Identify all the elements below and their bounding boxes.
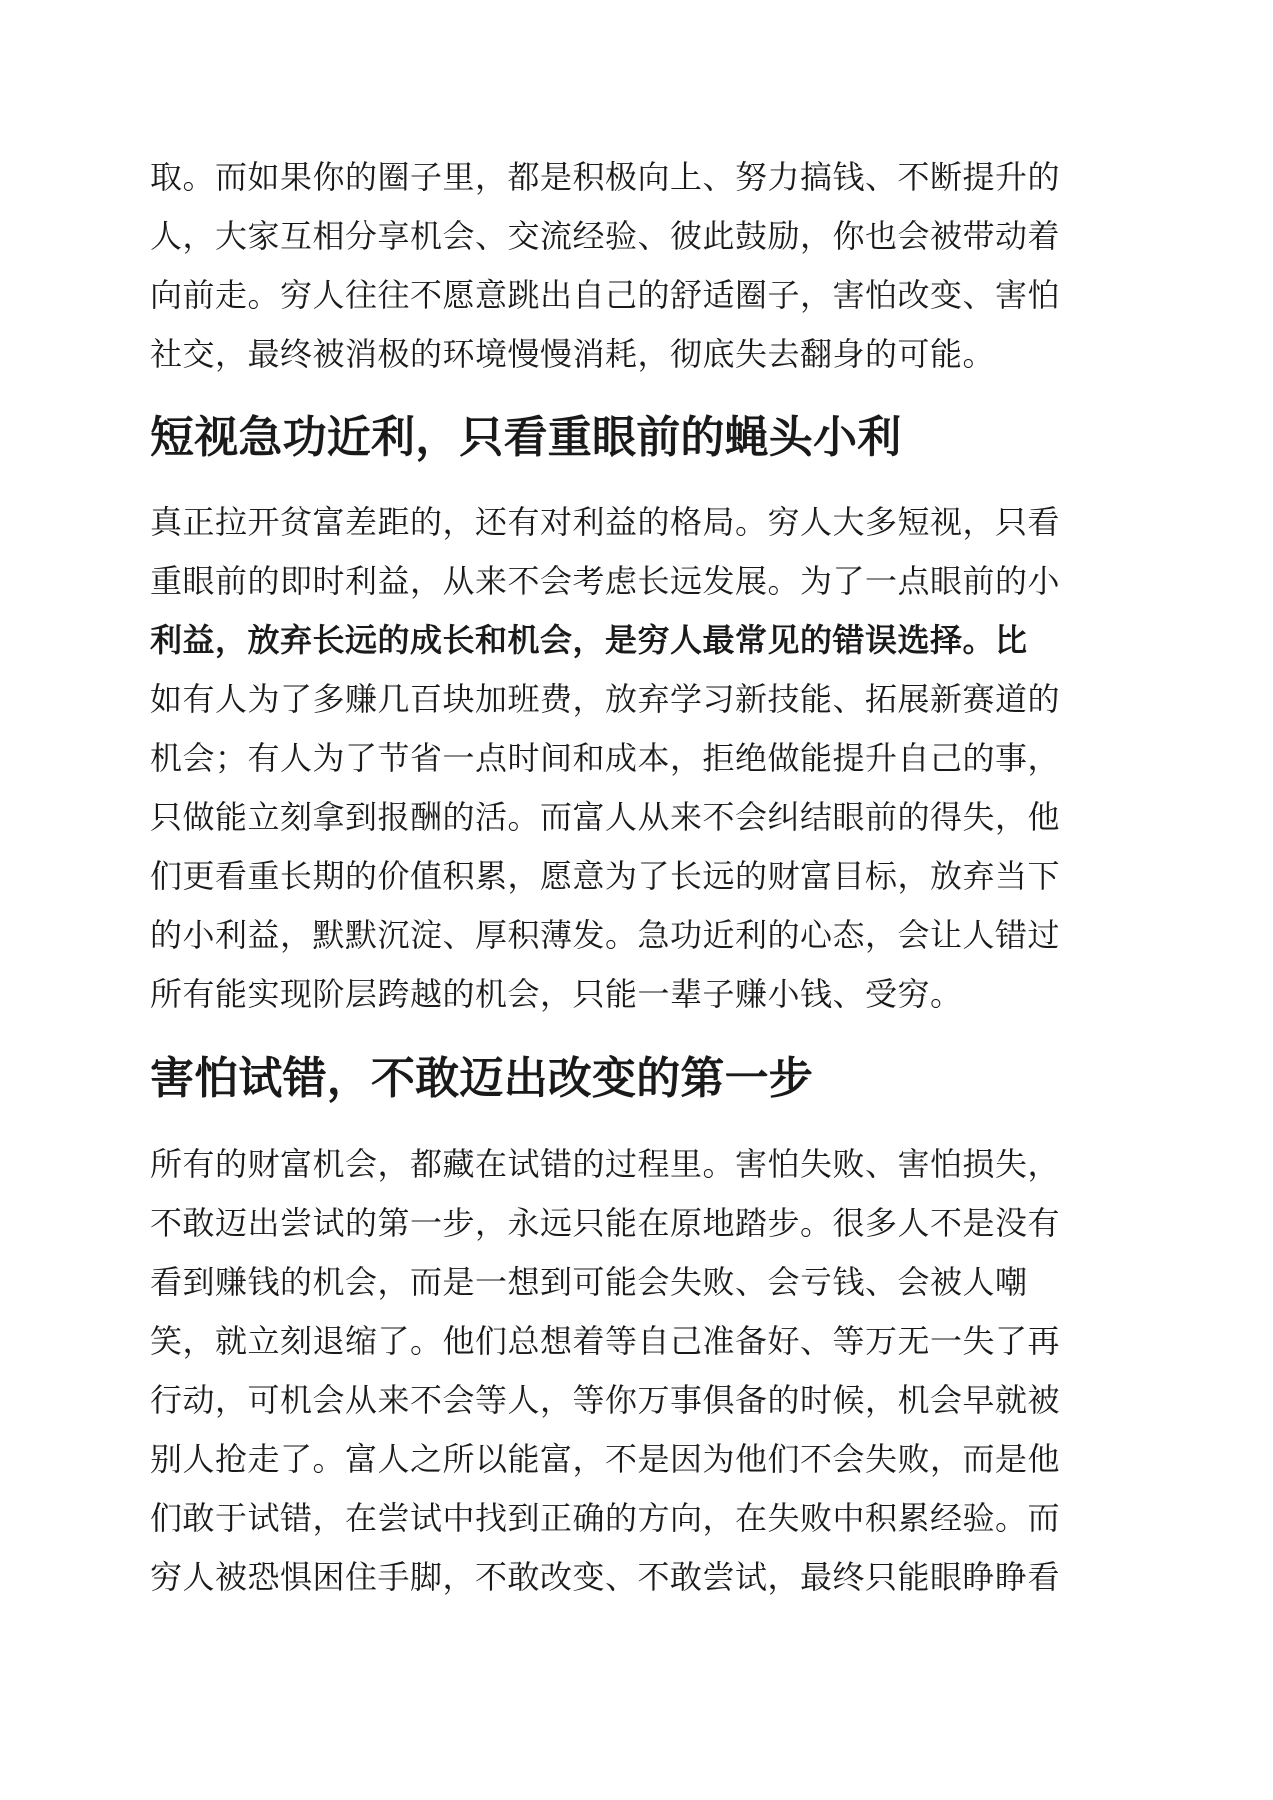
text-line: 的小利益，默默沉淀、厚积薄发。急功近利的心态，会让人错过 — [150, 916, 1061, 954]
text-line: 如有人为了多赚几百块加班费，放弃学习新技能、拓展新赛道的 — [150, 680, 1061, 718]
text-line: 笑，就立刻退缩了。他们总想着等自己准备好、等万无一失了再 — [150, 1322, 1061, 1360]
text-line: 重眼前的即时利益，从来不会考虑长远发展。为了一点眼前的小 — [150, 562, 1061, 600]
text-line: 不敢迈出尝试的第一步，永远只能在原地踏步。很多人不是没有 — [150, 1204, 1061, 1242]
paragraph-circle — [150, 148, 1130, 384]
text-line: 行动，可机会从来不会等人，等你万事俱备的时候，机会早就被 — [150, 1381, 1061, 1419]
document-page — [150, 148, 1130, 1607]
text-line: 别人抢走了。富人之所以能富，不是因为他们不会失败，而是他 — [150, 1440, 1061, 1478]
text-line: 取。而如果你的圈子里，都是积极向上、努力搞钱、不断提升的 — [150, 158, 1061, 196]
text-line: 所有的财富机会，都藏在试错的过程里。害怕失败、害怕损失， — [150, 1145, 1061, 1183]
paragraph-short-sighted — [150, 493, 1130, 1024]
section-heading-fear-of-trial: 害怕试错，不敢迈出改变的第一步 — [150, 1053, 813, 1104]
text-line: 机会；有人为了节省一点时间和成本，拒绝做能提升自己的事， — [150, 739, 1061, 777]
text-line: 只做能立刻拿到报酬的活。而富人从来不会纠结眼前的得失，他 — [150, 798, 1061, 836]
text-line: 们敢于试错，在尝试中找到正确的方向，在失败中积累经验。而 — [150, 1499, 1061, 1537]
text-line: 们更看重长期的价值积累，愿意为了长远的财富目标，放弃当下 — [150, 857, 1061, 895]
text-line: 真正拉开贫富差距的，还有对利益的格局。穷人大多短视，只看 — [150, 503, 1061, 541]
text-line: 社交，最终被消极的环境慢慢消耗，彻底失去翻身的可能。 — [150, 335, 996, 373]
section-heading-short-sighted: 短视急功近利，只看重眼前的蝇头小利 — [150, 412, 902, 463]
text-line: 穷人被恐惧困住手脚，不敢改变、不敢尝试，最终只能眼睁睁看 — [150, 1558, 1061, 1596]
text-line: 人，大家互相分享机会、交流经验、彼此鼓励，你也会被带动着 — [150, 217, 1061, 255]
bold-text-line: 利益，放弃长远的成长和机会，是穷人最常见的错误选择。比 — [150, 621, 1028, 659]
paragraph-fear-of-trial — [150, 1135, 1130, 1607]
text-line: 看到赚钱的机会，而是一想到可能会失败、会亏钱、会被人嘲 — [150, 1263, 1028, 1301]
text-line: 所有能实现阶层跨越的机会，只能一辈子赚小钱、受穷。 — [150, 975, 963, 1013]
text-line: 向前走。穷人往往不愿意跳出自己的舒适圈子，害怕改变、害怕 — [150, 276, 1061, 314]
